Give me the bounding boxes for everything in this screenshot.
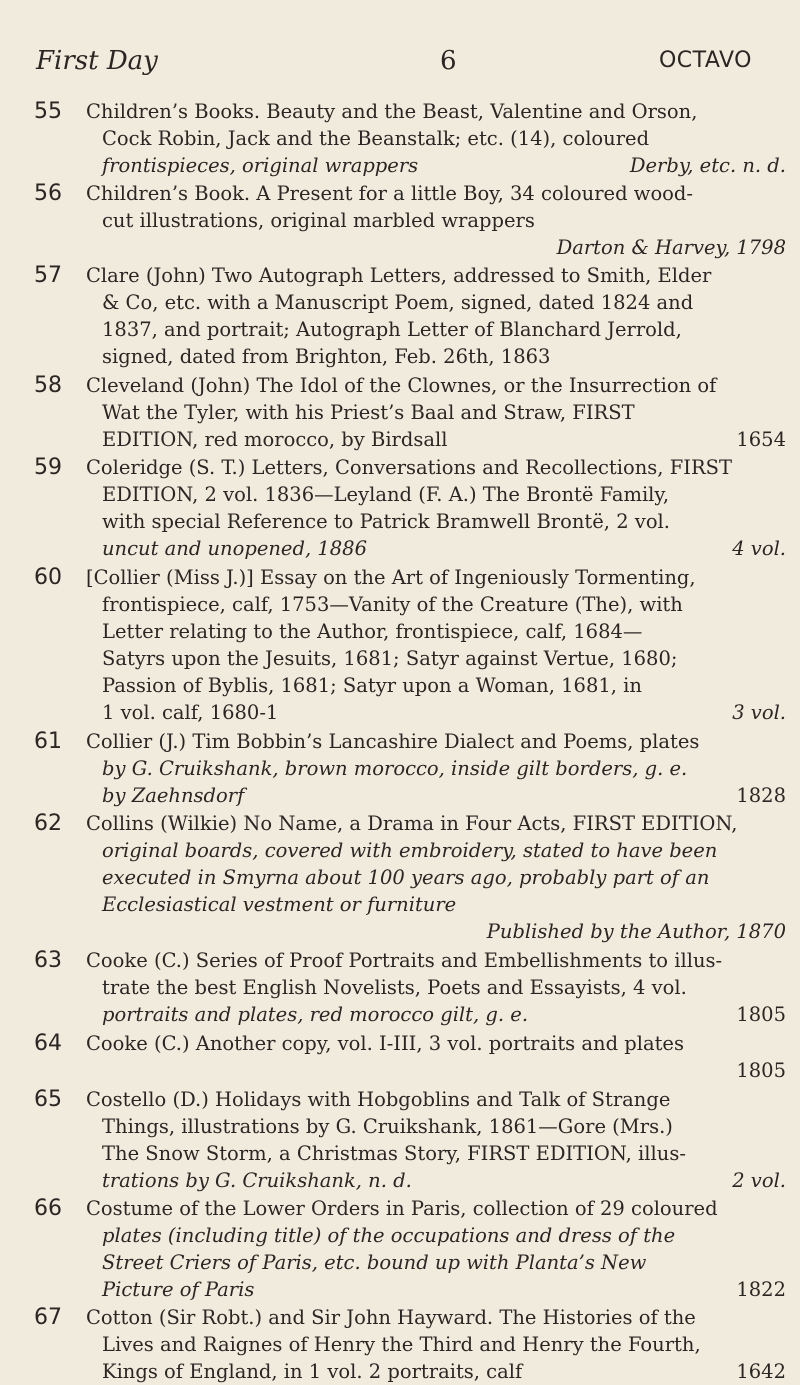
lot-line: & Co, etc. with a Manuscript Poem, signed, dated 1824 and bbox=[102, 291, 694, 314]
lot-line: executed in Smyrna about 100 years ago, probably part of an bbox=[102, 866, 710, 889]
lot-line: trate the best English Novelists, Poets and Essayists, 4 vol. bbox=[102, 976, 687, 999]
lot-line bbox=[86, 1167, 786, 1194]
lot-line: Coleridge (S. T.) Letters, Conversations and Recollections, FIRST bbox=[86, 456, 732, 479]
lot-volumes: 2 vol. bbox=[732, 1169, 786, 1192]
lot-imprint: Published by the Author, 1870 bbox=[486, 920, 786, 943]
lot-number: 65 bbox=[34, 1087, 62, 1112]
lot-line: Satyrs upon the Jesuits, 1681; Satyr against Vertue, 1680; bbox=[102, 647, 678, 670]
lot-line-text: 1 vol. calf, 1680-1 bbox=[102, 701, 279, 724]
lot-number: 56 bbox=[34, 181, 62, 206]
lot-line: Street Criers of Paris, etc. bound up with Planta’s New bbox=[102, 1251, 647, 1274]
lot-description bbox=[86, 728, 786, 809]
lot-number: 60 bbox=[34, 565, 62, 590]
lot-description bbox=[86, 947, 786, 1028]
lot-line bbox=[86, 426, 786, 453]
lot-number: 55 bbox=[34, 99, 62, 124]
lot-line: by G. Cruikshank, brown morocco, inside gilt borders, g. e. bbox=[102, 757, 688, 780]
lot-date: 1805 bbox=[736, 1003, 786, 1026]
lot-line: Children’s Book. A Present for a little Boy, 34 coloured wood- bbox=[86, 182, 693, 205]
lot-line bbox=[86, 1276, 786, 1303]
lot-line: Children’s Books. Beauty and the Beast, Valentine and Orson, bbox=[86, 100, 698, 123]
lot-line bbox=[86, 1001, 786, 1028]
lot-number: 62 bbox=[34, 811, 62, 836]
lot-line bbox=[86, 699, 786, 726]
lot-line: EDITION, 2 vol. 1836—Leyland (F. A.) The Brontë Family, bbox=[102, 483, 670, 506]
header-day: First Day bbox=[36, 46, 158, 76]
lot-date: 1805 bbox=[736, 1059, 786, 1082]
lot-line-text: frontispieces, original wrappers bbox=[102, 154, 419, 177]
lot-number: 58 bbox=[34, 373, 62, 398]
lot-description bbox=[86, 1086, 786, 1194]
lot-line-text: trations by G. Cruikshank, n. d. bbox=[102, 1169, 412, 1192]
lot-number: 61 bbox=[34, 729, 62, 754]
lot-line: Collier (J.) Tim Bobbin’s Lancashire Dialect and Poems, plates bbox=[86, 730, 700, 753]
lot-line bbox=[86, 535, 786, 562]
lot-line bbox=[86, 1358, 786, 1385]
lot-line: plates (including title) of the occupations and dress of the bbox=[102, 1224, 676, 1247]
lot-line-text: Picture of Paris bbox=[102, 1278, 255, 1301]
lot-line: with special Reference to Patrick Bramwell Brontë, 2 vol. bbox=[102, 510, 670, 533]
lot-line: The Snow Storm, a Christmas Story, FIRST EDITION, illus- bbox=[102, 1142, 686, 1165]
lot-number: 59 bbox=[34, 455, 62, 480]
lot-line: 1837, and portrait; Autograph Letter of Blanchard Jerrold, bbox=[102, 318, 682, 341]
lot-number: 64 bbox=[34, 1031, 62, 1056]
lot-description bbox=[86, 1304, 786, 1385]
lot-line: Cotton (Sir Robt.) and Sir John Hayward. The Histories of the bbox=[86, 1306, 696, 1329]
lot-description bbox=[86, 180, 786, 261]
lot-line-text: Kings of England, in 1 vol. 2 portraits, calf bbox=[102, 1360, 523, 1383]
lot-line-text: uncut and unopened, 1886 bbox=[102, 537, 367, 560]
lot-description bbox=[86, 372, 786, 453]
lot-line: Wat the Tyler, with his Priest’s Baal and Straw, FIRST bbox=[102, 401, 635, 424]
lot-date: 1642 bbox=[736, 1360, 786, 1383]
lot-line: original boards, covered with embroidery, stated to have been bbox=[102, 839, 718, 862]
lot-line: Clare (John) Two Autograph Letters, addressed to Smith, Elder bbox=[86, 264, 712, 287]
lot-line bbox=[86, 152, 786, 179]
lot-line: Cleveland (John) The Idol of the Clownes, or the Insurrection of bbox=[86, 374, 717, 397]
lot-description bbox=[86, 810, 786, 945]
lot-date: 1828 bbox=[736, 784, 786, 807]
header-format: OCTAVO bbox=[658, 48, 752, 73]
lot-volumes: 4 vol. bbox=[732, 537, 786, 560]
lot-date: 1654 bbox=[736, 428, 786, 451]
page-number: 6 bbox=[440, 46, 457, 76]
lot-description bbox=[86, 564, 786, 726]
lot-line: frontispiece, calf, 1753—Vanity of the Creature (The), with bbox=[102, 593, 683, 616]
lot-volumes: 3 vol. bbox=[732, 701, 786, 724]
lot-date: 1822 bbox=[736, 1278, 786, 1301]
lot-line: [Collier (Miss J.)] Essay on the Art of Ingeniously Tormenting, bbox=[86, 566, 696, 589]
lot-line: Ecclesiastical vestment or furniture bbox=[102, 893, 457, 916]
lot-line: cut illustrations, original marbled wrappers bbox=[102, 209, 535, 232]
lot-line: Letter relating to the Author, frontispiece, calf, 1684— bbox=[102, 620, 643, 643]
lot-line-text: portraits and plates, red morocco gilt, g. e. bbox=[102, 1003, 529, 1026]
page-header bbox=[36, 46, 752, 80]
lot-description bbox=[86, 1195, 786, 1303]
lot-line: Costello (D.) Holidays with Hobgoblins and Talk of Strange bbox=[86, 1088, 671, 1111]
lot-number: 63 bbox=[34, 948, 62, 973]
lot-description bbox=[86, 1030, 786, 1084]
lot-number: 66 bbox=[34, 1196, 62, 1221]
lot-line: Cooke (C.) Series of Proof Portraits and Embellishments to illus- bbox=[86, 949, 723, 972]
lot-line: signed, dated from Brighton, Feb. 26th, 1863 bbox=[102, 345, 551, 368]
lot-imprint: Derby, etc. n. d. bbox=[629, 154, 786, 177]
lot-line: Lives and Raignes of Henry the Third and Henry the Fourth, bbox=[102, 1333, 701, 1356]
lot-line: Passion of Byblis, 1681; Satyr upon a Woman, 1681, in bbox=[102, 674, 642, 697]
lot-line: Costume of the Lower Orders in Paris, collection of 29 coloured bbox=[86, 1197, 718, 1220]
lot-description bbox=[86, 98, 786, 179]
lot-number: 67 bbox=[34, 1305, 62, 1330]
lot-description bbox=[86, 262, 786, 370]
lot-description bbox=[86, 454, 786, 562]
lot-line-text: EDITION, red morocco, by Birdsall bbox=[102, 428, 448, 451]
lot-imprint: Darton & Harvey, 1798 bbox=[556, 236, 786, 259]
lot-line bbox=[86, 782, 786, 809]
lot-number: 57 bbox=[34, 263, 62, 288]
lot-line: Things, illustrations by G. Cruikshank, 1861—Gore (Mrs.) bbox=[102, 1115, 673, 1138]
lot-line: Cock Robin, Jack and the Beanstalk; etc. (14), coloured bbox=[102, 127, 650, 150]
lot-line: Cooke (C.) Another copy, vol. I-III, 3 vol. portraits and plates bbox=[86, 1032, 684, 1055]
lot-line: Collins (Wilkie) No Name, a Drama in Four Acts, FIRST EDITION, bbox=[86, 812, 738, 835]
lot-line-text: by Zaehnsdorf bbox=[102, 784, 245, 807]
